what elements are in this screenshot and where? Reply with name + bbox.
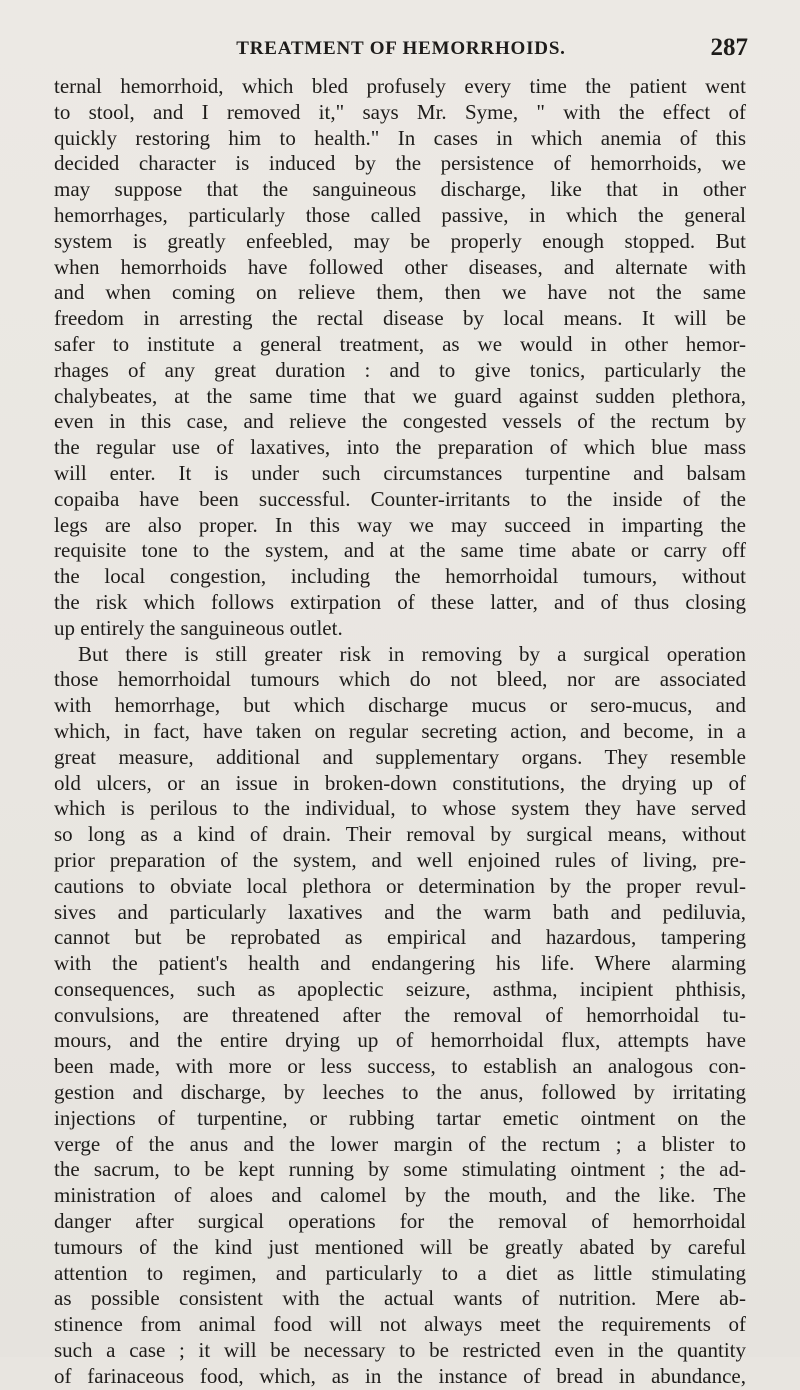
text-line: cannot but be reprobated as empirical and hazardous, tampering xyxy=(54,925,746,950)
text-line: attention to regimen, and particularly to a diet as little stimulating xyxy=(54,1260,746,1285)
text-line: chalybeates, at the same time that we guard against sudden plethora, xyxy=(54,383,746,408)
page-number: 287 xyxy=(710,34,748,61)
text-line: hemorrhages, particularly those called passive, in which the general xyxy=(54,202,746,227)
text-line: mours, and the entire drying up of hemorrhoidal flux, attempts have xyxy=(54,1028,746,1053)
text-line: been made, with more or less success, to establish an analogous con- xyxy=(54,1054,746,1079)
text-line: sives and particularly laxatives and the warm bath and pediluvia, xyxy=(54,899,746,924)
text-line: verge of the anus and the lower margin of the rectum ; a blister to xyxy=(54,1131,746,1156)
text-line: injections of turpentine, or rubbing tartar emetic ointment on the xyxy=(54,1105,746,1130)
text-line: great measure, additional and supplementary organs. They resemble xyxy=(54,744,746,769)
text-line: safer to institute a general treatment, as we would in other hemor- xyxy=(54,331,746,356)
text-line: rhages of any great duration : and to give tonics, particularly the xyxy=(54,357,746,382)
text-line: requisite tone to the system, and at the same time abate or carry off xyxy=(54,538,746,563)
text-line: even in this case, and relieve the congested vessels of the rectum by xyxy=(54,409,746,434)
text-line: so long as a kind of drain. Their removal by surgical means, without xyxy=(54,822,746,847)
running-head: TREATMENT OF HEMORRHOIDS. xyxy=(236,38,566,59)
text-line: quickly restoring him to health." In cases in which anemia of this xyxy=(54,125,746,150)
text-line: ternal hemorrhoid, which bled profusely every time the patient went xyxy=(54,74,746,98)
text-line: to stool, and I removed it," says Mr. Syme, " with the effect of xyxy=(54,99,746,124)
text-line: old ulcers, or an issue in broken-down constitutions, the drying up of xyxy=(54,770,746,795)
text-line: the sacrum, to be kept running by some stimulating ointment ; the ad- xyxy=(54,1157,746,1182)
text-line: such a case ; it will be necessary to be restricted even in the quantity xyxy=(54,1338,746,1363)
text-line: which, in fact, have taken on regular secreting action, and become, in a xyxy=(54,718,746,743)
text-line: with hemorrhage, but which discharge mucus or sero-mucus, and xyxy=(54,693,746,718)
text-line: stinence from animal food will not always meet the requirements of xyxy=(54,1312,746,1337)
text-line: convulsions, are threatened after the removal of hemorrhoidal tu- xyxy=(54,1002,746,1027)
text-line: tumours of the kind just mentioned will be greatly abated by careful xyxy=(54,1234,746,1259)
text-line: of farinaceous food, which, as in the instance of bread in abundance, xyxy=(54,1363,746,1388)
text-line: and when coming on relieve them, then we have not the same xyxy=(54,280,746,305)
text-line: But there is still greater risk in removing by a surgical operation xyxy=(78,641,746,666)
text-line: the regular use of laxatives, into the preparation of which blue mass xyxy=(54,435,746,460)
page-header xyxy=(54,34,748,70)
text-line: prior preparation of the system, and well enjoined rules of living, pre- xyxy=(54,847,746,872)
text-line: the risk which follows extirpation of these latter, and of thus closing xyxy=(54,589,746,614)
text-line: decided character is induced by the persistence of hemorrhoids, we xyxy=(54,151,746,176)
text-line: copaiba have been successful. Counter-irritants to the inside of the xyxy=(54,486,746,511)
text-line: consequences, such as apoplectic seizure, asthma, incipient phthisis, xyxy=(54,976,746,1001)
text-line: the local congestion, including the hemorrhoidal tumours, without xyxy=(54,564,746,589)
text-line: which is perilous to the individual, to whose system they have served xyxy=(54,796,746,821)
text-line: freedom in arresting the rectal disease by local means. It will be xyxy=(54,306,746,331)
text-line: those hemorrhoidal tumours which do not bleed, nor are associated xyxy=(54,667,746,692)
text-line: gestion and discharge, by leeches to the anus, followed by irritating xyxy=(54,1080,746,1105)
text-line: up entirely the sanguineous outlet. xyxy=(54,615,343,640)
text-line: ministration of aloes and calomel by the mouth, and the like. The xyxy=(54,1183,746,1208)
body-text xyxy=(54,74,746,1390)
text-line: as possible consistent with the actual wants of nutrition. Mere ab- xyxy=(54,1286,746,1311)
text-line: when hemorrhoids have followed other diseases, and alternate with xyxy=(54,254,746,279)
text-line: legs are also proper. In this way we may succeed in imparting the xyxy=(54,512,746,537)
text-line: with the patient's health and endangering his life. Where alarming xyxy=(54,951,746,976)
text-line: may suppose that the sanguineous discharge, like that in other xyxy=(54,177,746,202)
text-line: danger after surgical operations for the removal of hemorrhoidal xyxy=(54,1209,746,1234)
text-line: will enter. It is under such circumstances turpentine and balsam xyxy=(54,460,746,485)
text-line: cautions to obviate local plethora or determination by the proper revul- xyxy=(54,873,746,898)
text-line: system is greatly enfeebled, may be properly enough stopped. But xyxy=(54,228,746,253)
